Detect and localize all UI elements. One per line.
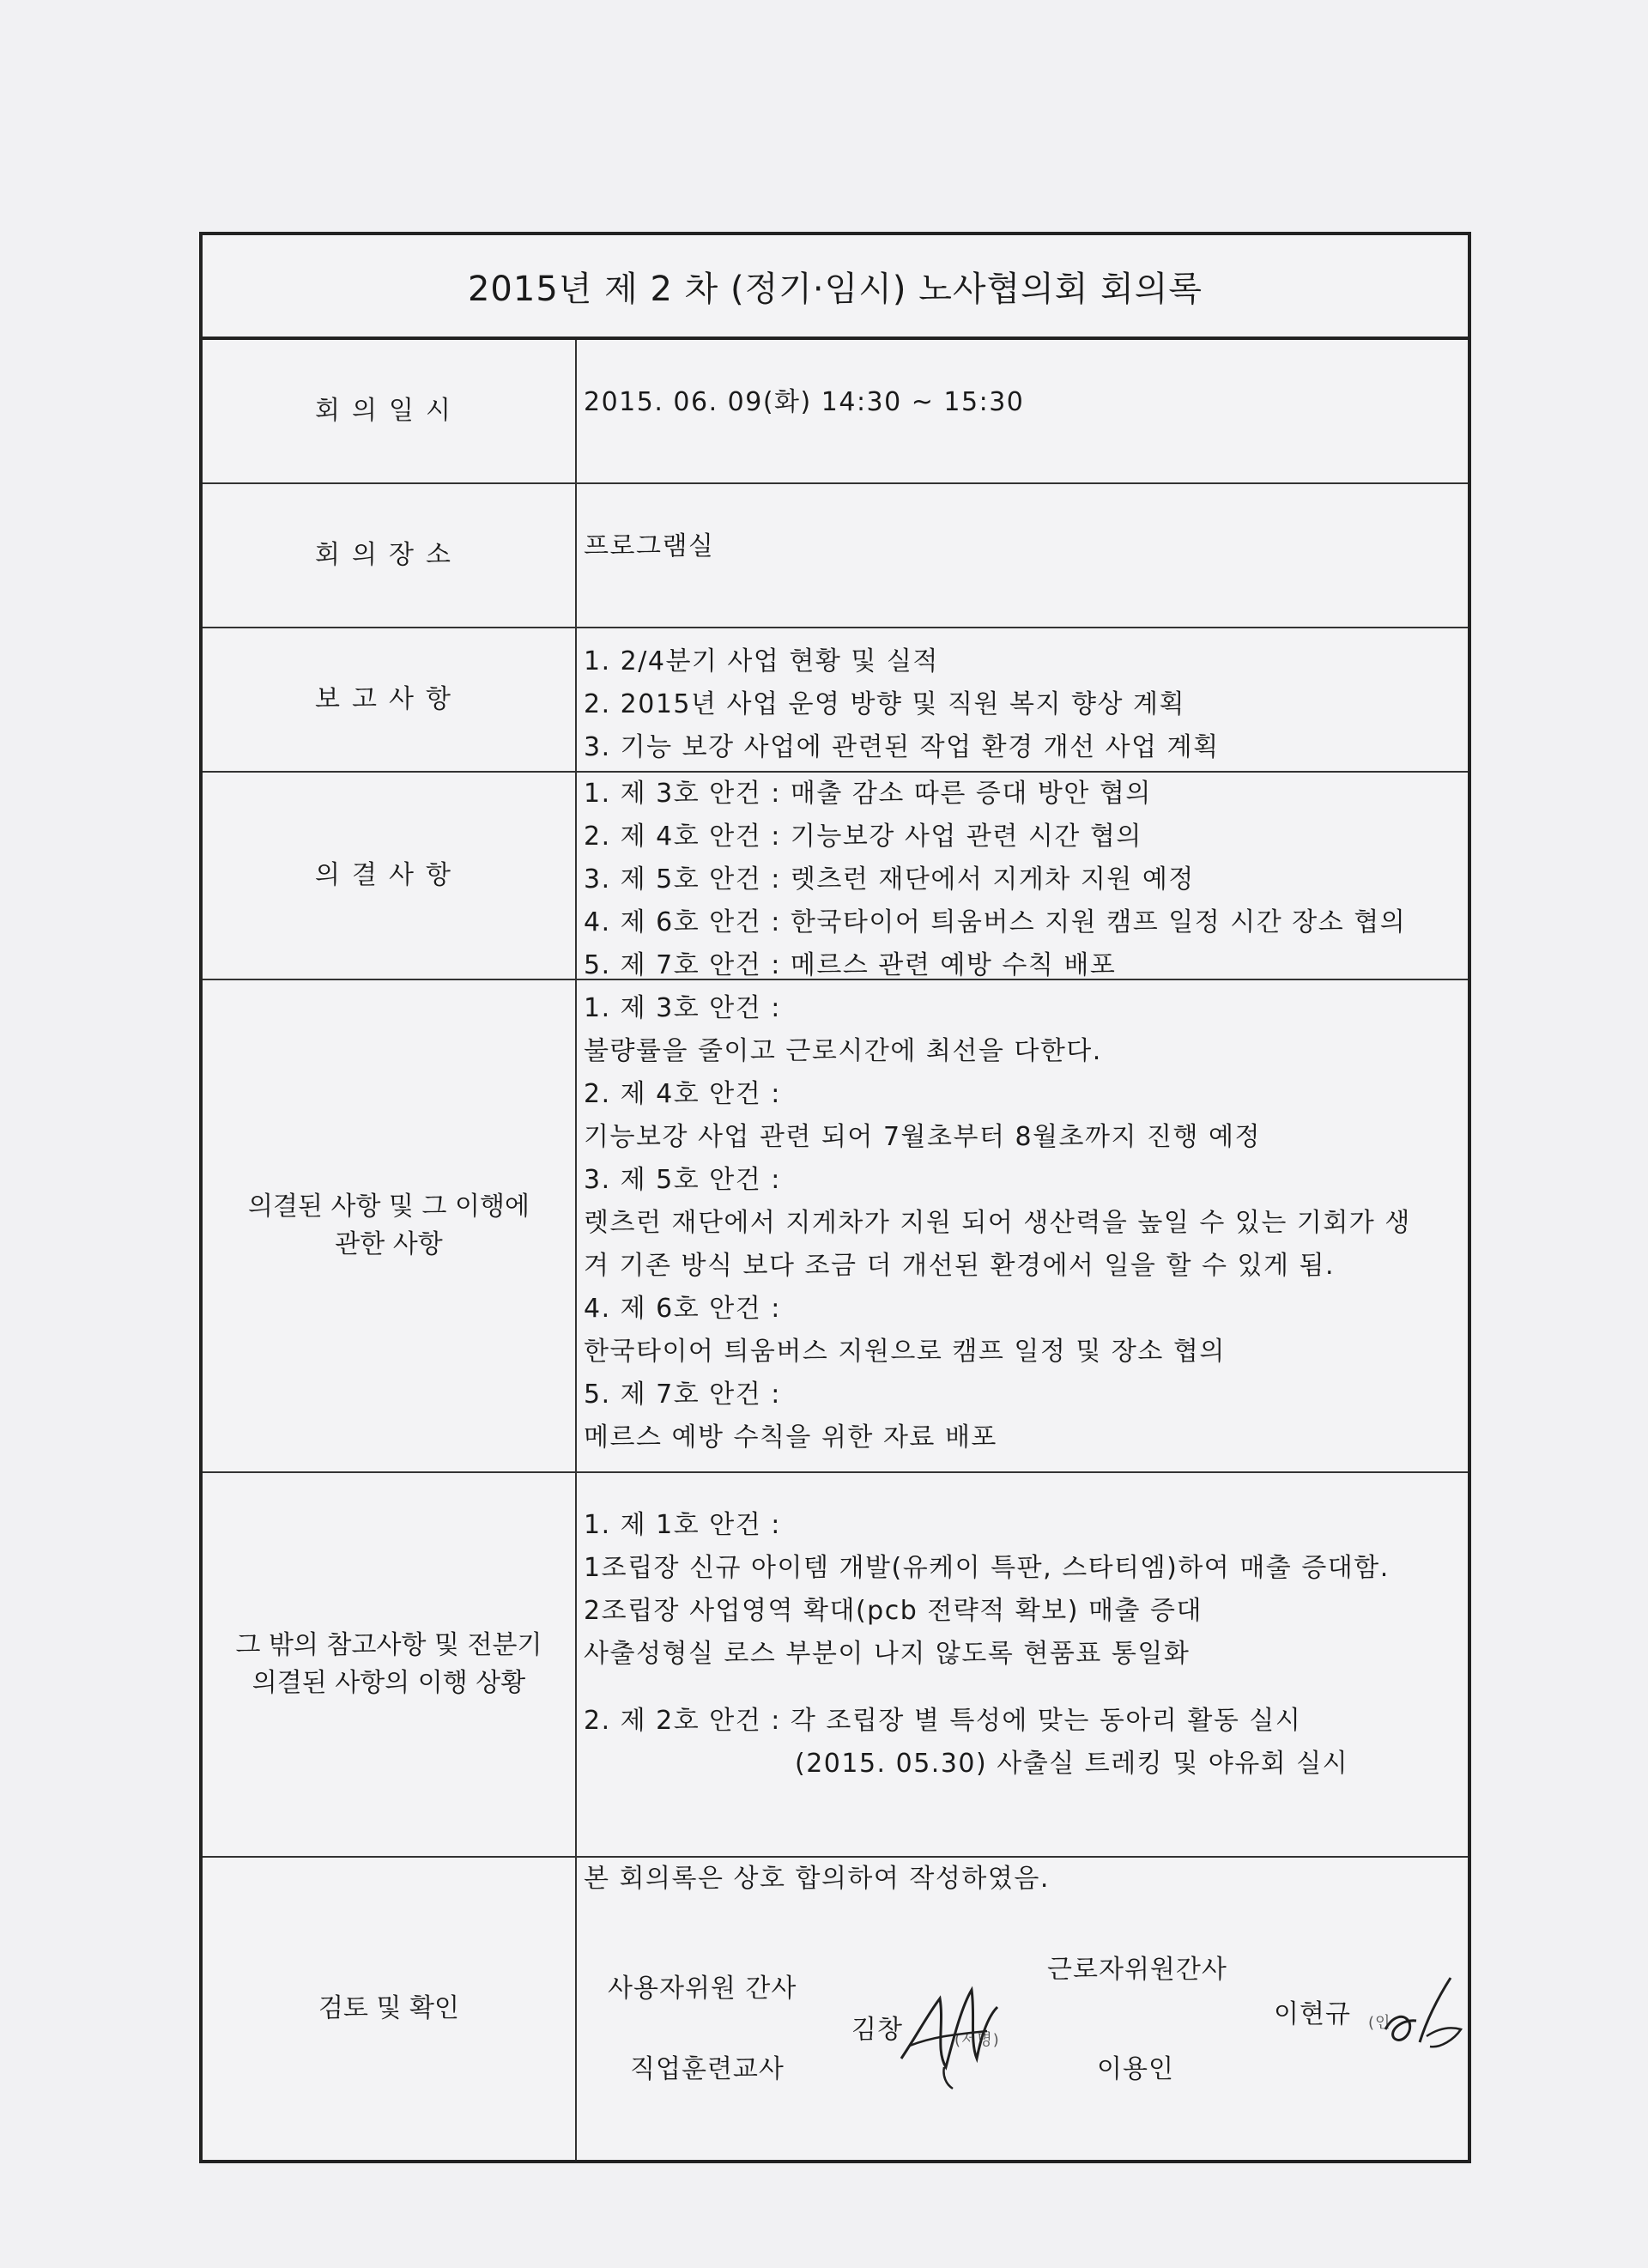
reference-item: (2015. 05.30) 사출실 트레킹 및 야유회 실시 [795,1749,1349,1779]
confirmation-statement: 본 회의록은 상호 합의하여 작성하였음. [584,1864,1050,1894]
reference-item: 2. 제 2호 안건 : 각 조립장 별 특성에 맞는 동아리 활동 실시 [584,1706,1302,1736]
implementation-item: 렛츠런 재단에서 지게차가 지원 되어 생산력을 높일 수 있는 기회가 생 [584,1208,1411,1238]
implementation-item: 3. 제 5호 안건 : [584,1165,781,1195]
row-report-items [203,628,1468,773]
reference-item: 2조립장 사업영역 확대(pcb 전략적 확보) 매출 증대 [584,1596,1203,1626]
label-meeting-place: 회의장소 [203,484,577,627]
implementation-item: 한국타이어 틔움버스 지원으로 캠프 일정 및 장소 협의 [584,1337,1226,1367]
worker-signature [1375,1969,1468,2064]
employer-signature [893,1964,1004,2093]
label-review-confirm: 검토 및 확인 [203,1858,577,2160]
worker-title: 근로자위원간사 [1047,1955,1227,1985]
row-reference [203,1473,1468,1858]
minutes-form [199,232,1471,2163]
worker-role: 이용인 [1097,2054,1174,2084]
reference-item: 1. 제 1호 안건 : [584,1510,781,1540]
resolutions-list [577,773,1468,979]
row-review-confirm [203,1858,1468,2160]
label-implementation-line1: 의결된 사항 및 그 이행에 [248,1192,530,1222]
row-implementation [203,980,1468,1473]
employer-role: 직업훈련교사 [630,2054,785,2084]
row-meeting-date [203,340,1468,484]
label-implementation-line2: 관한 사항 [335,1229,443,1259]
implementation-item: 4. 제 6호 안건 : [584,1294,781,1324]
resolution-item: 2. 제 4호 안건 : 기능보강 사업 관련 시간 협의 [584,822,1142,852]
label-resolutions: 의결사항 [203,773,577,979]
resolution-item: 3. 제 5호 안건 : 렛츠런 재단에서 지게차 지원 예정 [584,864,1195,894]
implementation-item: 불량률을 줄이고 근로시간에 최선을 다한다. [584,1036,1102,1066]
reference-item: 사출성형실 로스 부분이 나지 않도록 현품표 통일화 [584,1639,1191,1669]
employer-title: 사용자위원 간사 [608,1974,797,2004]
resolution-item: 1. 제 3호 안건 : 매출 감소 따른 증대 방안 협의 [584,779,1152,809]
worker-name: 이현규 [1274,1999,1351,2029]
label-implementation [203,980,577,1471]
meeting-place-text: 프로그램실 [584,531,715,561]
report-items-list [577,628,1468,771]
implementation-item: 1. 제 3호 안건 : [584,993,781,1023]
resolution-item: 5. 제 7호 안건 : 메르스 관련 예방 수칙 배포 [584,950,1117,979]
employer-name: 김창 [851,2015,903,2045]
reference-item: 1조립장 신규 아이템 개발(유케이 특판, 스타티엠)하여 매출 증대함. [584,1553,1390,1583]
label-reference-line2: 의결된 사항의 이행 상황 [251,1668,526,1698]
employer-sign-note: (서명) [954,2031,1000,2049]
reference-list [577,1473,1468,1856]
meeting-place-value [577,484,1468,627]
spacer [584,1676,1463,1700]
implementation-item: 메르스 예방 수칙을 위한 자료 배포 [584,1422,997,1452]
implementation-list [577,980,1468,1471]
meeting-date-value [577,340,1468,482]
label-reference [203,1473,577,1856]
label-reference-line1: 그 밖의 참고사항 및 전분기 [235,1630,542,1660]
report-item: 2. 2015년 사업 운영 방향 및 직원 복지 향상 계획 [584,689,1185,719]
review-confirm-block [577,1858,1468,2160]
resolution-item: 4. 제 6호 안건 : 한국타이어 틔움버스 지원 캠프 일정 시간 장소 협의 [584,907,1407,937]
implementation-item: 5. 제 7호 안건 : [584,1380,781,1410]
report-item: 1. 2/4분기 사업 현황 및 실적 [584,646,939,676]
row-meeting-place [203,484,1468,628]
document-title: 2015년 제 2 차 (정기·임시) 노사협의회 회의록 [203,235,1468,340]
worker-sign-note: (인 [1368,2014,1391,2032]
row-resolutions [203,773,1468,980]
implementation-item: 기능보강 사업 관련 되어 7월초부터 8월초까지 진행 예정 [584,1122,1261,1152]
report-item: 3. 기능 보강 사업에 관련된 작업 환경 개선 사업 계획 [584,732,1220,762]
implementation-item: 2. 제 4호 안건 : [584,1079,781,1109]
label-meeting-date: 회의일시 [203,340,577,482]
meeting-date-text: 2015. 06. 09(화) 14:30 ~ 15:30 [584,387,1025,417]
label-report-items: 보고사항 [203,628,577,771]
implementation-item: 겨 기존 방식 보다 조금 더 개선된 환경에서 일을 할 수 있게 됨. [584,1251,1335,1281]
